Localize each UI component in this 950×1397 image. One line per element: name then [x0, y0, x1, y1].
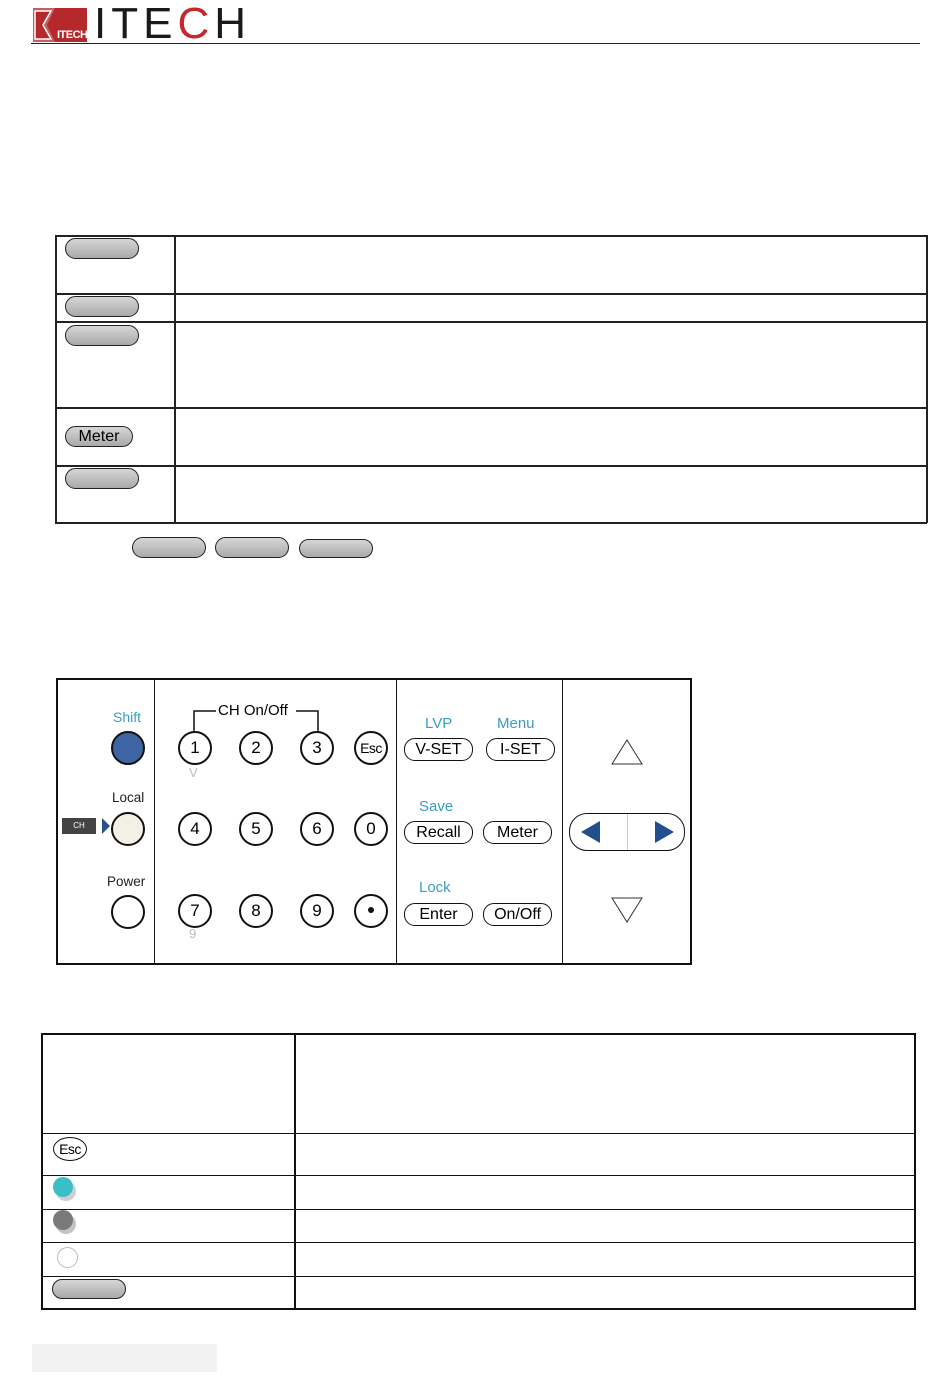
key-8[interactable]: 8 [239, 894, 273, 928]
key-decimal-point[interactable] [354, 894, 388, 928]
shift-label: Shift [113, 709, 142, 725]
recall-key[interactable]: Recall [404, 821, 473, 844]
right-arrow-icon[interactable] [653, 820, 675, 844]
iset-key[interactable]: I-SET [486, 738, 555, 761]
key-table-row4-meter-key: Meter [65, 426, 133, 447]
key-combo-pill-3 [299, 539, 373, 558]
legend-table-row-divider [41, 1133, 916, 1134]
key-table-row-divider [55, 465, 927, 467]
key-table-border-left [55, 235, 57, 523]
key-2[interactable]: 2 [239, 731, 273, 765]
vset-key[interactable]: V-SET [404, 738, 473, 761]
legend-table-row-divider [41, 1242, 916, 1243]
down-arrow-icon[interactable] [610, 896, 644, 924]
decimal-point-icon [368, 907, 374, 913]
left-arrow-icon[interactable] [580, 820, 602, 844]
key-0[interactable]: 0 [354, 812, 388, 846]
key-table-row1-key [65, 238, 139, 259]
key-combo-pill-1 [132, 537, 206, 558]
legend-table-border-right [914, 1033, 916, 1310]
enter-key[interactable]: Enter [404, 903, 473, 926]
lock-label: Lock [419, 879, 451, 896]
key-6[interactable]: 6 [300, 812, 334, 846]
legend-table-row-divider [41, 1276, 916, 1277]
key-table-row3-key [65, 325, 139, 346]
key-combo-pill-2 [215, 537, 289, 558]
local-key[interactable] [111, 812, 145, 846]
key-table-border-top [55, 235, 927, 237]
key-table-row2-key [65, 296, 139, 317]
key-table-row5-key [65, 468, 139, 489]
save-label: Save [419, 798, 454, 815]
local-label: Local [112, 790, 145, 805]
legend-esc-icon: Esc [53, 1137, 87, 1161]
front-panel-diagram [56, 678, 692, 965]
key-table-border-bottom [55, 522, 927, 524]
lvp-label: LVP [425, 715, 453, 732]
up-arrow-icon[interactable] [610, 738, 644, 766]
ch-indicator: CH [62, 818, 96, 834]
legend-gray-dot-icon [53, 1210, 73, 1230]
brand-name: ITECH [94, 0, 252, 48]
key-1[interactable]: 1 [178, 731, 212, 765]
onoff-key[interactable]: On/Off [483, 903, 552, 926]
panel-divider [154, 680, 155, 963]
key-5[interactable]: 5 [239, 812, 273, 846]
key-4[interactable]: 4 [178, 812, 212, 846]
key-table-row-divider [55, 407, 927, 409]
menu-label: Menu [497, 715, 535, 732]
legend-cyan-dot-icon [53, 1177, 73, 1197]
key-9[interactable]: 9 [300, 894, 334, 928]
legend-white-dot-icon [57, 1247, 78, 1268]
key-table-column-divider [174, 235, 176, 523]
key-esc[interactable]: Esc [354, 731, 388, 765]
panel-divider [562, 680, 563, 963]
shift-key[interactable] [111, 731, 145, 765]
ch-onoff-label: CH On/Off [218, 702, 288, 719]
legend-table-row-divider [41, 1209, 916, 1210]
key-7-sublabel: 9 [189, 926, 197, 941]
power-label: Power [107, 874, 146, 889]
key-1-sublabel: V [189, 765, 198, 780]
header-rule [31, 43, 920, 44]
power-key[interactable] [111, 895, 145, 929]
key-table-border-right [926, 235, 928, 523]
legend-table-border-bottom [41, 1308, 916, 1310]
key-7[interactable]: 7 [178, 894, 212, 928]
key-table-row-divider [55, 293, 927, 295]
left-right-key[interactable] [569, 813, 685, 851]
ch-pointer-icon [102, 818, 110, 834]
legend-key-pill-icon [52, 1279, 126, 1299]
legend-table-border-left [41, 1033, 43, 1310]
footer-page-box [32, 1344, 217, 1372]
brand-logo-mark [33, 8, 87, 42]
key-3[interactable]: 3 [300, 731, 334, 765]
legend-table-column-divider [294, 1033, 296, 1310]
key-table-row-divider [55, 321, 927, 323]
legend-table-row-divider [41, 1175, 916, 1176]
legend-table-border-top [41, 1033, 916, 1035]
meter-key[interactable]: Meter [483, 821, 552, 844]
left-right-key-divider [627, 814, 628, 850]
brand-logo-small-text: ITECH [57, 29, 87, 41]
panel-divider [396, 680, 397, 963]
